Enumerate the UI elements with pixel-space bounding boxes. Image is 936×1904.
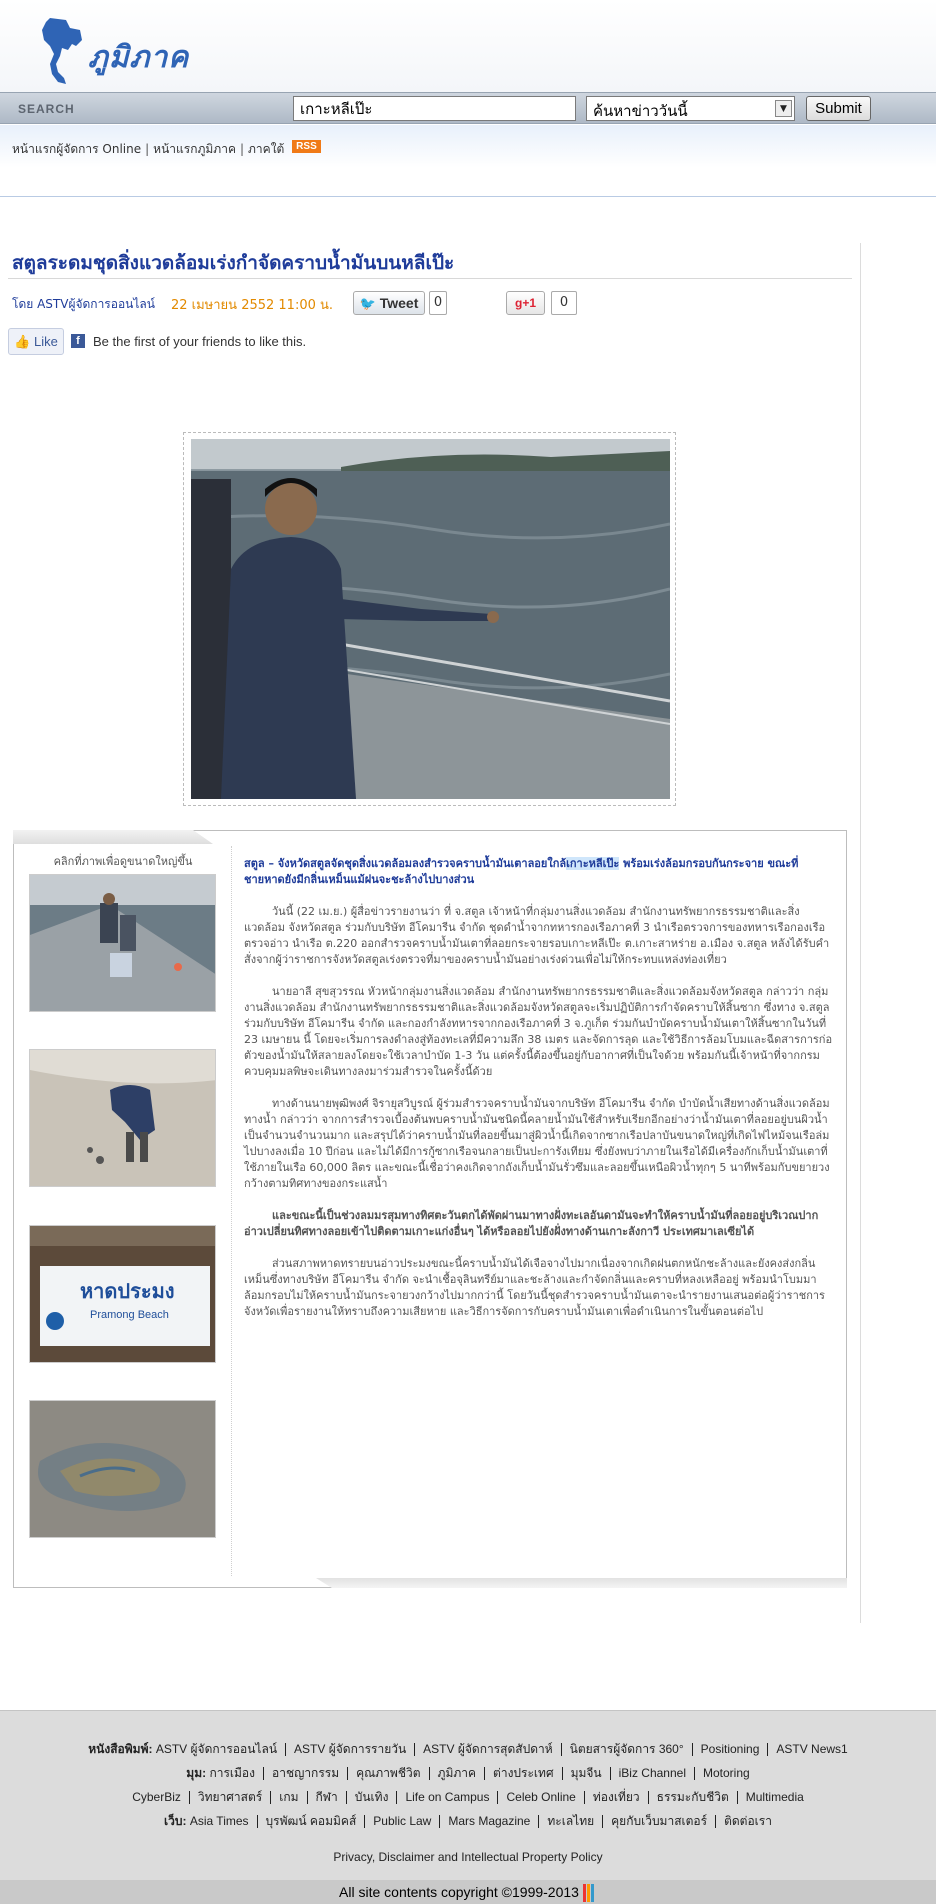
oil-slick-photo — [30, 1401, 216, 1538]
column-divider — [860, 243, 861, 1623]
search-input[interactable] — [293, 96, 576, 121]
facebook-social-text: Be the first of your friends to like this. — [93, 334, 307, 349]
footer-link[interactable]: ท่องเที่ยว — [592, 1790, 640, 1804]
rss-icon[interactable]: RSS — [292, 140, 321, 153]
footer-link[interactable]: Motoring — [703, 1766, 750, 1780]
nav-link-manager-online[interactable]: หน้าแรกผู้จัดการ Online — [12, 142, 142, 156]
footer-link[interactable]: Celeb Online — [506, 1790, 576, 1804]
footer-link[interactable]: คุณภาพชีวิต — [356, 1766, 421, 1780]
copyright-bar — [0, 1880, 936, 1904]
gallery-thumb[interactable] — [29, 874, 216, 1012]
footer-row-newspapers — [0, 1740, 936, 1759]
footer-label: หนังสือพิมพ์: — [88, 1742, 153, 1756]
thumbs-up-icon: 👍 — [14, 333, 31, 349]
beach-sample-photo — [30, 1050, 216, 1187]
chevron-down-icon[interactable]: ▼ — [775, 100, 792, 117]
footer-link[interactable]: ติดต่อเรา — [724, 1814, 772, 1828]
logo-text: ภูมิภาค — [88, 40, 190, 75]
publish-date: 22 เมษายน 2552 11:00 น. — [171, 298, 334, 313]
google-plus-button[interactable] — [506, 291, 545, 315]
gallery-thumb[interactable] — [29, 1049, 216, 1187]
footer-link[interactable]: การเมือง — [209, 1766, 255, 1780]
lead-text-1: จังหวัดสตูลจัดชุดสิ่งแวดล้อมลงสำรวจคราบน้ำมันเตาลอยใกล้ — [277, 857, 567, 870]
footer-link[interactable]: iBiz Channel — [618, 1766, 686, 1780]
facebook-icon: f — [71, 334, 85, 348]
footer-link[interactable]: Asia Times — [189, 1814, 249, 1828]
search-scope-value: ค้นหาข่าววันนี้ — [593, 102, 688, 120]
breadcrumb — [12, 140, 321, 159]
search-scope-select[interactable] — [586, 96, 795, 121]
tweet-button[interactable] — [353, 291, 425, 315]
tweet-count: 0 — [429, 291, 447, 315]
footer-link[interactable]: ASTV ผู้จัดการสุดสัปดาห์ — [423, 1742, 553, 1756]
footer-link[interactable]: คุยกับเว็บมาสเตอร์ — [611, 1814, 708, 1828]
paragraph: วันนี้ (22 เม.ย.) ผู้สื่อข่าวรายงานว่า ที่ จ.สตูล เจ้าหน้าที่กลุ่มงานสิ่งแวดล้อม สำนักงานทรัพยากรธรรมชาติและสิ่งแวดล้อม จังหวัดสตูล ร่วมกับบริษัท อีโคมารีน จำกัด ชุดดำน้ำจากทหารกองเรือภาคที่ 3 นำเรือตรวจการของทหารเรือกองเรือตรวจอ่าว นำเรือ ต.220 ออกสำรวจคราบน้ำมันเตาที่ลอยกระจายรอบเกาะหลีเป๊ะ ต.เกาะสาหร่าย อ.เมือง จ.สตูล หลังได้รับคำสั่งจากผู้ว่าราชการจังหวัดสตูลเร่งตรวจที่มาของคราบน้ำมันอย่างเร่งด่วนเพื่อไม่ให้กระทบแหล่งท่องเที่ยว — [244, 905, 830, 966]
like-label: Like — [33, 333, 58, 349]
search-bar — [0, 92, 936, 124]
title-divider — [8, 278, 852, 279]
site-logo[interactable] — [36, 16, 196, 86]
footer-link[interactable]: ทะเลไทย — [547, 1814, 595, 1828]
separator: | — [145, 142, 150, 156]
footer-link[interactable]: ต่างประเทศ — [493, 1766, 554, 1780]
emphasis-paragraph: และขณะนี้เป็นช่วงลมมรสุมทางทิศตะวันตกได้พัดผ่านมาทางฝั่งทะเลอันดามันจะทำให้คราบน้ำมันที่ลอยอยู่บริเวณปากอ่าวเปลี่ยนทิศทางลอยเข้าไปติดตามเกาะแก่งอื่นๆ ได้หรือลอยไปยังฝั่งทางด้านเกาะลังกาวี ประเทศมาเลเซียได้ — [244, 1209, 819, 1238]
astv-logo-icon — [583, 1884, 597, 1902]
footer-label: เว็บ: — [164, 1814, 187, 1828]
main-photo[interactable] — [191, 439, 670, 799]
footer-link[interactable]: อาชญากรรม — [272, 1766, 340, 1780]
lead-dash: – — [264, 857, 278, 870]
copyright-text: All site contents copyright ©1999-2013 — [339, 1884, 579, 1900]
footer-link[interactable]: ASTV ผู้จัดการรายวัน — [294, 1742, 407, 1756]
paragraph: ทางด้านนายพุฒิพงศ์ จิรายุสวิบูรณ์ ผู้ร่วมสำรวจคราบน้ำมันจากบริษัท อีโคมารีน จำกัด บำบัดน้ำเสียทางด้านสิ่งแวดล้อมทางน้ำ กล่าวว่า จากการสำรวจเบื้องต้นพบคราบน้ำมันชนิดนี้คลายน้ำมันใช้สำหรับเรียกอีกอย่างว่าน้ำมันเตาที่ลอยอยู่บนผิวน้ำเป็นจำนวนจำนวนมาก และสรุปได้ว่าคราบน้ำมันที่ลอยขึ้นมาสู่ผิวน้ำนี้เกิดจากซากเรือปลาบันขนาดใหญ่ที่เกิดไฟไหม้จนเรือล่มไปบางลงเมื่อ 10 ปีก่อน และไม่ได้มีการกู้ซากเรือจนกลายเป็นปะการังเทียม ซึ่งยังพบว่าภายในเรือได้มีเครื่องกักเก็บน้ำมันเตาที่ใช้ภายในเรือ 60,000 ลิตร และขณะนี้เชื่อว่าคงเกิดจากถังเก็บน้ำมันรั่วซึมและลอยขึ้นเหนือผิวน้ำทุกๆ 5 นาทีพร้อมกับขยายวงกว้างตามทิศทางของกระแสน้ำ — [244, 1097, 830, 1190]
pramong-beach-sign-photo — [30, 1226, 216, 1363]
footer-link[interactable]: Mars Magazine — [448, 1814, 531, 1828]
facebook-like-button[interactable] — [8, 328, 64, 355]
gplus-count: 0 — [551, 291, 577, 315]
thailand-map-icon — [36, 16, 86, 86]
paragraph: ส่วนสภาพหาดทรายบนอ่าวประมงขณะนี้คราบน้ำมันได้เจือจางไปมากเนื่องจากเกิดฝนตกหนักชะล้างและยังคงส่งกลิ่นเหม็นซึ่งทางบริษัท อีโคมารีน จำกัด จะนำเชื้อจุลินทรีย์มาและชะล้างและกำจัดกลิ่นและคราบที่หลงเหลืออยู่ พร้อมนำโบมมาล้อมกรอบไม่ให้คราบน้ำมันกระจายวงกว้างไปมากกว่านี้ โดยวันนี้ชุดสำรวจคราบน้ำมันเตาจะนำรายงานเสนอต่อผู้ว่าราชการจังหวัดเพื่อรายงานให้ทราบถึงความเสียหาย และวิธีการจัดการกับคราบน้ำมันเตาเพื่อดำเนินการในขั้นตอนต่อไป — [244, 1257, 825, 1318]
separator: | — [239, 142, 245, 156]
footer-link[interactable]: Multimedia — [745, 1790, 804, 1804]
tweet-label: Tweet — [379, 294, 419, 311]
boat-officer-photo — [191, 439, 670, 799]
gallery-thumb[interactable] — [29, 1225, 216, 1363]
footer-link[interactable]: กีฬา — [315, 1790, 338, 1804]
boat-deck-photo — [30, 875, 216, 1012]
lead-text-2: พร้อมเร่งล้อมกรอบกันกระจาย ขณะที่ชายหาดยังมีกลิ่นเหม็นแม้ฝนจะชะล้างไปบางส่วน — [244, 857, 799, 886]
submit-button[interactable]: Submit — [806, 96, 871, 121]
sign-subtext: Pramong Beach — [90, 1309, 169, 1321]
site-header — [0, 0, 936, 92]
footer-link[interactable]: มุมจีน — [570, 1766, 602, 1780]
footer-link[interactable]: วิทยาศาสตร์ — [197, 1790, 263, 1804]
box-bottom-tab — [316, 1578, 847, 1588]
footer-label: มุม: — [186, 1766, 207, 1780]
paragraph: นายอาลี สุขสุวรรณ หัวหน้ากลุ่มงานสิ่งแวดล้อม สำนักงานทรัพยากรธรรมชาติและสิ่งแวดล้อมจังหวัดสตูล กล่าวว่า กลุ่มงานสิ่งแวดล้อม สำนักงานทรัพยากรธรรมชาติและสิ่งแวดล้อมจังหวัดสตูลจะเริ่มปฏิบัติการกำจัดคราบให้สิ้นซาก ซึ่งทาง จ.สตูลร่วมกับบริษัท อีโคมารีน จำกัด และกองกำลังทหารจากกองเรือภาคที่ 3 จ.ภูเก็ต ร่วมกันบำบัดคราบน้ำมันเตาให้สิ้นซากในวันที่ 23 เมษายน นี้ โดยจะเริ่มการลงดำลงสู่ท้องทะเลที่มีความลึก 38 เมตร และจัดการลุด และใช้วิธีการล้อมโบมและฉีดสารการก่อตัวของน้ำมันให้สลายลงโดยจะใช้เวลาบำบัด 1-3 วัน แต่ครั้งนี้ต้องขึ้นอยู่กับอากาศที่เป็นใจด้วย พร้อมกันนี้เจ้าหน้าที่จากกรมควบคุมมลพิษจะเดินทางลงมาร่วมสำรวจในครั้งนี้ด้วย — [244, 985, 833, 1078]
footer-link[interactable]: Life on Campus — [405, 1790, 490, 1804]
sub-navigation — [0, 125, 936, 197]
footer-link[interactable]: เกม — [279, 1790, 299, 1804]
footer-link[interactable]: Positioning — [700, 1742, 760, 1756]
footer-link[interactable]: ภูมิภาค — [437, 1766, 477, 1780]
footer-link[interactable]: Public Law — [373, 1814, 432, 1828]
sign-text: หาดประมง — [80, 1279, 175, 1303]
footer-link[interactable]: นิตยสารผู้จัดการ 360° — [569, 1742, 684, 1756]
gplus-label: +1 — [522, 296, 537, 310]
byline: โดย ASTVผู้จัดการออนไลน์ — [12, 297, 155, 311]
main-photo-frame — [183, 432, 676, 806]
search-highlight: เกาะหลีเป๊ะ — [566, 857, 620, 870]
footer-link[interactable]: บันเทิง — [354, 1790, 389, 1804]
article-body — [244, 856, 834, 1336]
footer-row-topics — [0, 1788, 936, 1807]
footer-link[interactable]: ธรรมะกับชีวิต — [656, 1790, 729, 1804]
nav-link-region-home[interactable]: หน้าแรกภูมิภาค — [153, 142, 236, 156]
footer-link[interactable]: ASTV ผู้จัดการออนไลน์ — [155, 1742, 278, 1756]
search-label: SEARCH — [18, 102, 75, 116]
footer-row-sections — [0, 1764, 936, 1783]
lead-paragraph — [244, 856, 834, 888]
page-title: สตูลระดมชุดสิ่งแวดล้อมเร่งกำจัดคราบน้ำมันบนหลีเป๊ะ — [12, 252, 455, 274]
footer-link[interactable]: ASTV News1 — [776, 1742, 848, 1756]
footer-row-web — [0, 1812, 936, 1831]
footer-link[interactable]: บุรพัฒน์ คอมมิคส์ — [265, 1814, 357, 1828]
gallery-thumb[interactable] — [29, 1400, 216, 1538]
box-top-tab — [13, 830, 213, 844]
gallery-caption: คลิกที่ภาพเพื่อดูขนาดใหญ่ขึ้น — [53, 855, 193, 868]
nav-link-south[interactable]: ภาคใต้ — [248, 142, 285, 156]
twitter-bird-icon: 🐦 — [359, 295, 376, 311]
google-g-icon: g — [514, 296, 523, 310]
lead-place: สตูล — [244, 857, 265, 870]
footer-link[interactable]: CyberBiz — [132, 1790, 181, 1804]
privacy-link[interactable]: Privacy, Disclaimer and Intellectual Property Policy — [333, 1850, 603, 1864]
